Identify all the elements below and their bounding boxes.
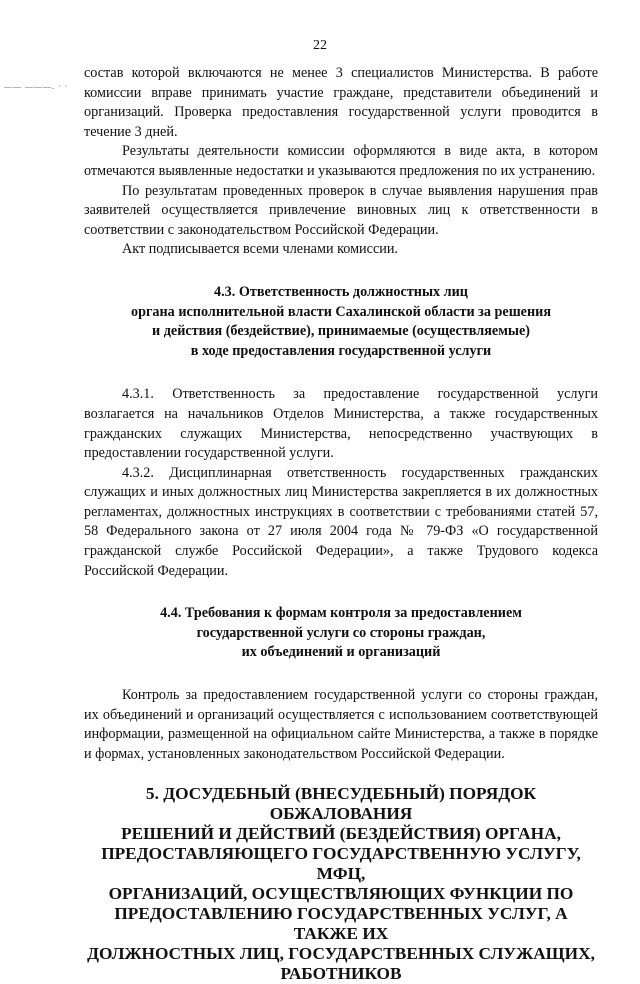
section-5-heading-line: РЕШЕНИЙ И ДЕЙСТВИЙ (БЕЗДЕЙСТВИЯ) ОРГАНА, xyxy=(121,824,561,844)
section-5-heading-line: РАБОТНИКОВ xyxy=(280,964,402,984)
section-5-heading-line: 5. ДОСУДЕБНЫЙ (ВНЕСУДЕБНЫЙ) ПОРЯДОК ОБЖАЛОВАНИЯ xyxy=(145,784,537,824)
section-5-heading xyxy=(84,784,598,984)
section-4-3-1-paragraph: 4.3.1. Ответственность за предоставление государственной услуги возлагается на начальников Отделов Министерства, а также государственных гражданских служащих Министерства, непосредственно участвующих в предоставлении государственной услуги. xyxy=(84,386,598,462)
section-5-heading-line: ПРЕДОСТАВЛЕНИЮ ГОСУДАРСТВЕННЫХ УСЛУГ, А ТАКЖЕ ИХ xyxy=(114,904,568,944)
section-4-3-heading-line: в ходе предоставления государственной услуги xyxy=(190,342,492,359)
intro-paragraph-1: состав которой включаются не менее 3 специалистов Министерства. В работе комиссии вправе принимать участие граждане, представители объединений и организаций. Проверка предоставления государственной услуги проводится в течение 3 дней. xyxy=(84,65,598,140)
section-4-4-paragraph: Контроль за предоставлением государственной услуги со стороны граждан, их объединений и организаций осуществляется с использованием соответствующей информации, размещенной на официальном сайте Министерства, а также в порядке и формах, установленных законодательством Российской Федерации. xyxy=(84,687,598,762)
document-body xyxy=(84,64,598,984)
section-4-3-heading xyxy=(84,283,598,361)
section-4-3-heading-line: органа исполнительной власти Сахалинской области за решения xyxy=(130,303,551,320)
section-5-heading-line: ПРЕДОСТАВЛЯЮЩЕГО ГОСУДАРСТВЕННУЮ УСЛУГУ, МФЦ, xyxy=(101,844,581,884)
page-number: 22 xyxy=(313,38,327,53)
intro-paragraph-3: По результатам проведенных проверок в случае выявления нарушения прав заявителей осуществляется привлечение виновных лиц к ответственности в соответствии с законодательством Российской Федерации. xyxy=(84,182,598,238)
intro-paragraph-2: Результаты деятельности комиссии оформляются в виде акта, в котором отмечаются выявленные недостатки и указываются предложения по их устранению. xyxy=(84,143,598,179)
margin-scan-mark: —— ———. · · xyxy=(4,82,69,91)
section-4-4-heading-line: 4.4. Требования к формам контроля за предоставлением xyxy=(160,605,522,622)
section-4-3-heading-line: 4.3. Ответственность должностных лиц xyxy=(214,283,468,300)
intro-paragraph-4: Акт подписывается всеми членами комиссии. xyxy=(122,241,398,258)
section-5-heading-line: ОРГАНИЗАЦИЙ, ОСУЩЕСТВЛЯЮЩИХ ФУНКЦИИ ПО xyxy=(108,884,574,904)
section-5-heading-line: ДОЛЖНОСТНЫХ ЛИЦ, ГОСУДАРСТВЕННЫХ СЛУЖАЩИХ, xyxy=(87,944,595,964)
section-4-3-2-paragraph: 4.3.2. Дисциплинарная ответственность государственных гражданских служащих и иных должностных лиц Министерства закрепляется в их должностных регламентах, должностных инструкциях в соответствии с требованиями статей 57, 58 Федерального закона от 27 июля 2004 года № 79-ФЗ «О государственной гражданской службе Российской Федерации», а также Трудового кодекса Российской Федерации. xyxy=(84,464,598,579)
section-4-4-heading-line: их объединений и организаций xyxy=(241,644,441,661)
section-4-4-heading xyxy=(84,604,598,663)
section-4-4-heading-line: государственной услуги со стороны граждан, xyxy=(196,624,486,641)
section-4-3-heading-line: и действия (бездействие), принимаемые (осуществляемые) xyxy=(152,323,530,340)
